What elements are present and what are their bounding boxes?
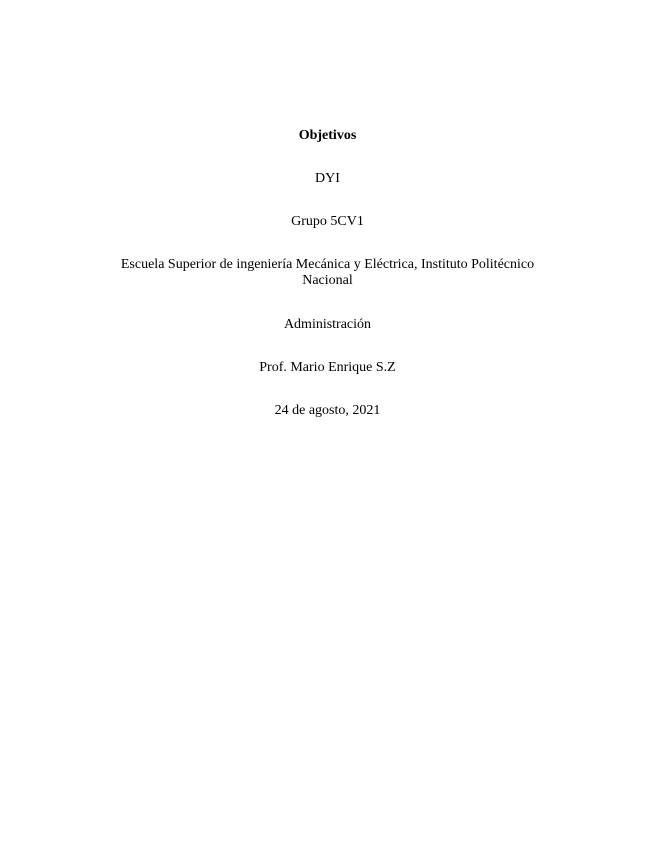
date-line: 24 de agosto, 2021 [274,403,381,418]
subject-line: DYI [315,171,340,186]
professor-line: Prof. Mario Enrique S.Z [259,360,396,375]
course-line: Administración [283,317,372,332]
group-line: Grupo 5CV1 [291,214,364,229]
title-page-block [100,128,555,446]
document-title: Objetivos [298,128,357,143]
institution-line: Escuela Superior de ingeniería Mecánica y Eléctrica, Instituto Politécnico Nacional [120,257,535,288]
